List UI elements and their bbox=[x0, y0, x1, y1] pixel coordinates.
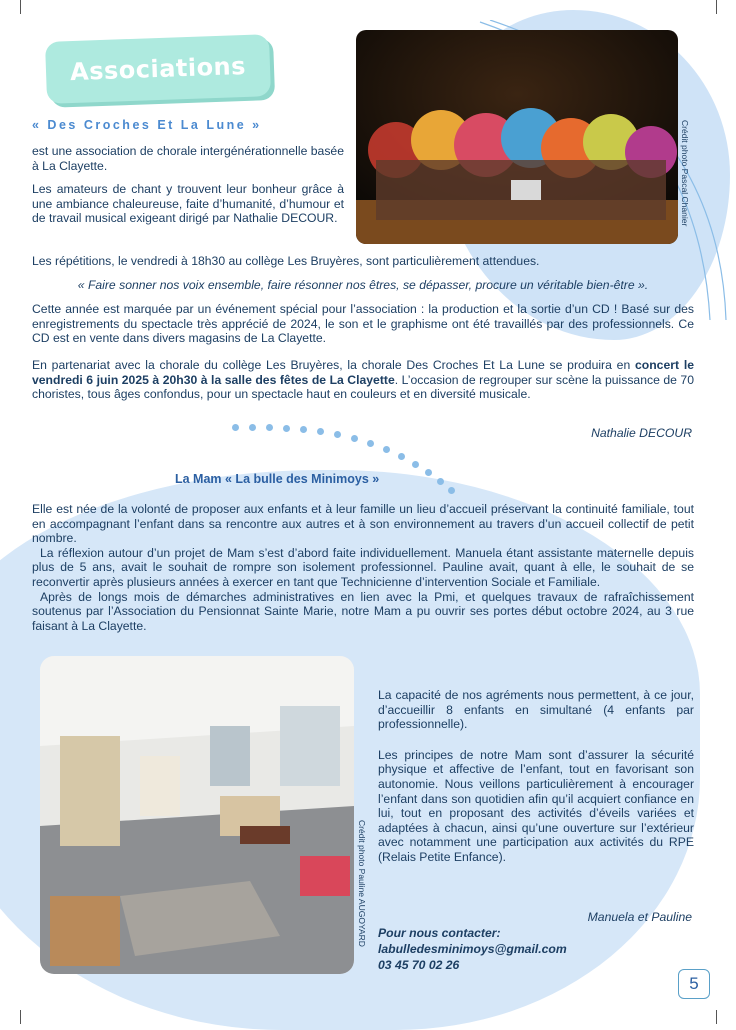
article-intro-column bbox=[32, 144, 344, 226]
paragraph: Après de longs mois de démarches administratives en lien avec la Pmi, et quelques travaux de rafraîchissement soutenus par l’Association du Pensionnat Sainte Marie, notre Mam a pu ouvrir ses portes début octobre 2024, au 3 rue faisant à La Clayette. bbox=[32, 589, 694, 633]
choir-photo bbox=[356, 30, 678, 244]
paragraph: Les principes de notre Mam sont d’assurer la sécurité physique et affective de l’enfant, tout en favorisant son autonomie. Nous veillons particulièrement à encourager l’enfant dans son quotidien afin qu’il acquiert confiance en lui, tout en proposant des activités d’éveils variées et adaptées à chacun, ainsi qu’une ouverture sur l’extérieur avec notamment une participation aux activités du RPE (Relais Petite Enfance). bbox=[378, 747, 694, 864]
signature: Nathalie DECOUR bbox=[591, 426, 692, 440]
paragraph: La réflexion autour d’un projet de Mam s’est d’abord faite individuellement. Manuela étant assistante maternelle depuis plus de 5 ans, avait le souhait de rompre son isolement professionnel. Pauline avait, quant à elle, le souhait de se reconvertir après plusieurs années à exercer en tant que Technicienne d’intervention Sociale et Familiale. bbox=[32, 545, 694, 589]
contact-block bbox=[378, 925, 567, 973]
page-number: 5 bbox=[678, 969, 710, 999]
crop-mark bbox=[716, 0, 717, 14]
contact-email[interactable]: labulledesminimoys@gmail.com bbox=[378, 942, 567, 956]
section-title-tag bbox=[45, 34, 271, 104]
article-title: « Des Croches Et La Lune » bbox=[32, 118, 262, 132]
crop-mark bbox=[20, 0, 21, 14]
crop-mark bbox=[20, 1010, 21, 1024]
paragraph: La capacité de nos agréments nous permettent, à ce jour, d’accueillir 8 enfants en simultané (4 enfants par professionnelle). bbox=[378, 688, 694, 732]
article-right-column bbox=[378, 688, 694, 865]
paragraph: Les amateurs de chant y trouvent leur bonheur grâce à une ambiance chaleureuse, faite d’humanité, d’humour et de travail musical exigeant dirigé par Nathalie DECOUR. bbox=[32, 182, 344, 226]
section-title: Associations bbox=[69, 51, 247, 87]
contact-label: Pour nous contacter: bbox=[378, 926, 501, 940]
contact-phone[interactable]: 03 45 70 02 26 bbox=[378, 958, 460, 972]
paragraph: Les répétitions, le vendredi à 18h30 au collège Les Bruyères, sont particulièrement attendues. bbox=[32, 254, 540, 268]
paragraph: Elle est née de la volonté de proposer aux enfants et à leur famille un lieu d’accueil préservant la continuité familiale, tout en accompagnant l’enfant dans sa rencontre aux autres et à son environnement au travers d’un accueil collectif de petit nombre. bbox=[32, 502, 694, 546]
paragraph bbox=[32, 358, 694, 402]
photo-credit: Crédit photo Pascal Chanier bbox=[680, 120, 690, 227]
paragraph-text: En partenariat avec la chorale du collège Les Bruyères, la chorale Des Croches Et La Lune se produira en bbox=[32, 357, 636, 372]
article-body bbox=[32, 254, 694, 402]
quote: « Faire sonner nos voix ensemble, faire résonner nos êtres, se dépasser, procure un véritable bien-être ». bbox=[77, 277, 649, 292]
article-body bbox=[32, 502, 694, 633]
mam-room-photo bbox=[40, 656, 354, 974]
photo-credit: Crédit photo Pauline AUGOYARD bbox=[357, 820, 367, 947]
crop-mark bbox=[716, 1010, 717, 1024]
paragraph: Cette année est marquée par un événement spécial pour l’association : la production et la sortie d’un CD ! Basé sur des enregistrements du spectacle très apprécié de 2024, le son et le graphisme ont été travaillés par des professionnels. Ce CD est en vente dans divers magasins de La Clayette. bbox=[32, 302, 694, 346]
concert-highlight: concert le vendredi 6 juin 2025 à 20h30 à la salle des fêtes de La Clayette bbox=[32, 357, 694, 387]
article-title: La Mam « La bulle des Minimoys » bbox=[175, 472, 380, 486]
signature: Manuela et Pauline bbox=[587, 910, 692, 924]
paragraph-text: . L’occasion de regrouper sur scène la puissance de 70 choristes, tous âges confondus, pour un spectacle haut en couleurs et en diversité musicale. bbox=[32, 372, 694, 402]
paragraph: est une association de chorale intergénérationnelle basée à La Clayette. bbox=[32, 144, 344, 173]
